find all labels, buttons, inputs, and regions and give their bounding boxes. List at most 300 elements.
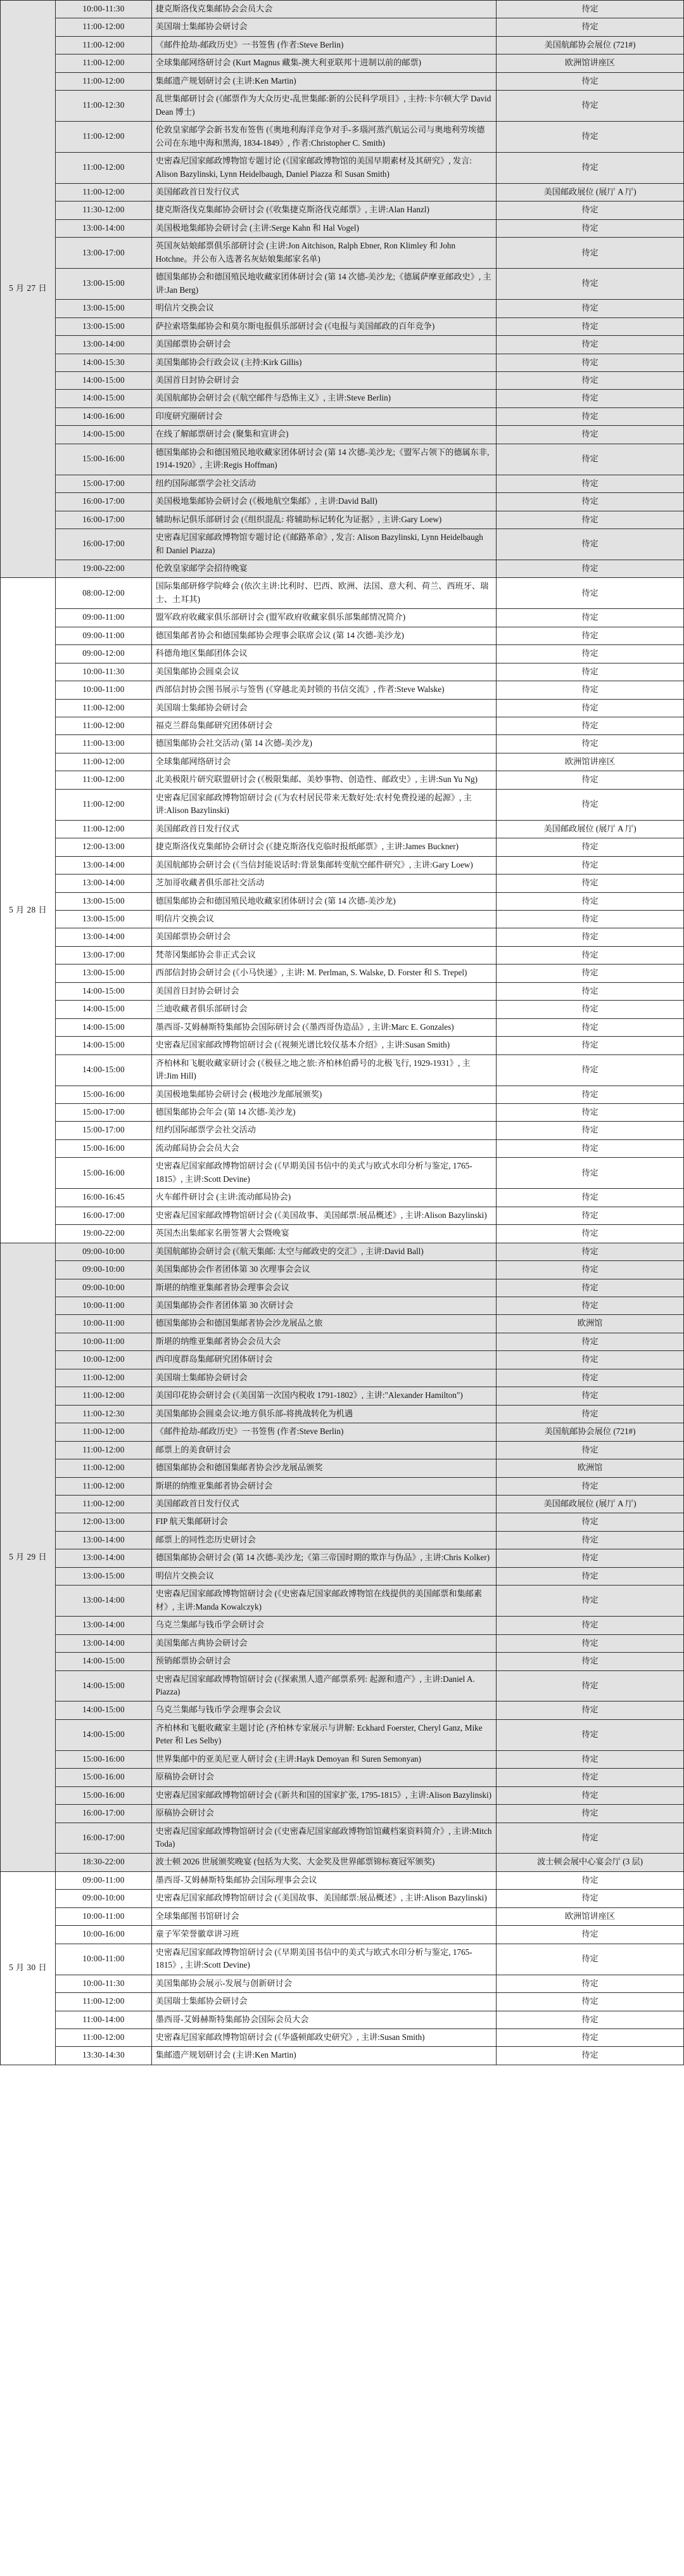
table-row <box>1 1086 684 1103</box>
table-row <box>1 1158 684 1189</box>
table-row <box>1 1907 684 1925</box>
event-time: 13:00-15:00 <box>56 269 151 300</box>
event-venue: 待定 <box>497 856 684 874</box>
event-venue: 待定 <box>497 1944 684 1975</box>
event-time: 14:00-15:00 <box>56 1719 151 1750</box>
event-venue: 待定 <box>497 529 684 560</box>
event-time: 13:00-17:00 <box>56 946 151 964</box>
event-venue: 待定 <box>497 18 684 36</box>
table-row <box>1 663 684 681</box>
table-row <box>1 1670 684 1701</box>
table-row <box>1 1 684 18</box>
event-venue: 待定 <box>497 317 684 335</box>
event-title: 在线了解邮票研讨会 (聚集和宣讲会) <box>151 426 497 444</box>
event-venue: 待定 <box>497 1122 684 1139</box>
event-title: 德国集邮协会和德国殖民地收藏家团体研讨会 (第 14 次德-美沙龙;《德属萨摩亚邮政史》, 主讲:Jan Berg) <box>151 269 497 300</box>
table-row <box>1 911 684 928</box>
event-venue: 待定 <box>497 1086 684 1103</box>
event-time: 10:00-11:00 <box>56 1907 151 1925</box>
event-venue: 待定 <box>497 1617 684 1634</box>
event-venue: 待定 <box>497 1104 684 1122</box>
event-time: 16:00-17:00 <box>56 1823 151 1854</box>
event-time: 11:00-12:00 <box>56 36 151 54</box>
event-time: 12:00-13:00 <box>56 838 151 856</box>
event-time: 14:00-15:00 <box>56 1653 151 1670</box>
event-venue: 待定 <box>497 1769 684 1786</box>
table-row <box>1 875 684 892</box>
event-time: 13:30-14:30 <box>56 2047 151 2065</box>
event-time: 11:00-14:00 <box>56 2011 151 2028</box>
table-row <box>1 1890 684 1907</box>
event-venue: 待定 <box>497 1567 684 1585</box>
day-label: 5 月 30 日 <box>1 1871 56 2065</box>
event-time: 15:00-16:00 <box>56 1158 151 1189</box>
event-venue: 待定 <box>497 1054 684 1086</box>
event-time: 09:00-11:00 <box>56 627 151 644</box>
table-row <box>1 856 684 874</box>
table-row <box>1 578 684 609</box>
event-venue: 待定 <box>497 202 684 219</box>
event-time: 14:00-15:00 <box>56 426 151 444</box>
event-title: 史密森尼国家邮政博物馆研讨会 (《为农村居民带来无数好处:农村免费投递的起源》, 主讲:Alison Bazylinski) <box>151 789 497 820</box>
event-venue: 待定 <box>497 1387 684 1405</box>
table-row <box>1 183 684 201</box>
event-time: 18:30-22:00 <box>56 1854 151 1871</box>
table-row <box>1 1018 684 1036</box>
event-title: 原稿协会研讨会 <box>151 1769 497 1786</box>
event-title: 《邮件抢劫-邮政历史》一书签售 (作者:Steve Berlin) <box>151 36 497 54</box>
event-title: 史密森尼国家邮政博物馆研讨会 (《早期美国书信中的美式与欧式水印分析与鉴定, 1765-1815》, 主讲:Scott Devine) <box>151 1158 497 1189</box>
event-venue: 欧洲馆讲座区 <box>497 1907 684 1925</box>
event-venue: 待定 <box>497 1805 684 1823</box>
table-row <box>1 2047 684 2065</box>
event-venue: 待定 <box>497 444 684 475</box>
table-row <box>1 2011 684 2028</box>
schedule-table-body <box>1 1 684 2065</box>
event-title: 美国瑞士集邮协会研讨会 <box>151 1369 497 1387</box>
event-title: 美国航邮协会研讨会 (《航天集邮: 太空与邮政史的交汇》, 主讲:David Ball) <box>151 1243 497 1260</box>
table-row <box>1 219 684 237</box>
table-row <box>1 1333 684 1350</box>
table-row <box>1 627 684 644</box>
event-time: 13:00-14:00 <box>56 856 151 874</box>
event-time: 10:00-11:00 <box>56 681 151 699</box>
event-title: 捷克斯洛伐克集邮协会研讨会 (《捷克斯洛伐克临时报纸邮票》, 主讲:James Buckner) <box>151 838 497 856</box>
event-time: 09:00-11:00 <box>56 1871 151 1889</box>
event-title: 童子军荣誉徽章讲习班 <box>151 1926 497 1944</box>
event-title: 世界集邮中的亚美尼亚人研讨会 (主讲:Hayk Demoyan 和 Suren Semonyan) <box>151 1750 497 1768</box>
event-venue: 待定 <box>497 511 684 529</box>
table-row <box>1 1549 684 1567</box>
table-row <box>1 18 684 36</box>
event-time: 11:00-12:00 <box>56 820 151 838</box>
event-venue: 待定 <box>497 1297 684 1314</box>
event-time: 11:00-12:00 <box>56 699 151 717</box>
event-title: 明信片交换会议 <box>151 911 497 928</box>
event-venue: 待定 <box>497 892 684 910</box>
event-venue: 待定 <box>497 735 684 753</box>
table-row <box>1 1054 684 1086</box>
event-title: 盟军政府收藏家俱乐部研讨会 (盟军政府收藏家俱乐部集邮情况简介) <box>151 609 497 627</box>
event-title: 捷克斯洛伐克集邮协会会员大会 <box>151 1 497 18</box>
event-venue: 待定 <box>497 1441 684 1459</box>
table-row <box>1 789 684 820</box>
event-title: 全球集邮图书馆研讨会 <box>151 1907 497 1925</box>
event-venue: 波士顿会展中心宴会厅 (3 层) <box>497 1854 684 1871</box>
table-row <box>1 892 684 910</box>
table-row <box>1 1279 684 1297</box>
event-venue: 待定 <box>497 1261 684 1279</box>
event-venue: 待定 <box>497 1513 684 1531</box>
event-time: 10:00-11:30 <box>56 1 151 18</box>
event-venue: 欧洲馆讲座区 <box>497 54 684 72</box>
event-time: 19:00-22:00 <box>56 560 151 577</box>
table-row <box>1 1459 684 1477</box>
event-time: 16:00-17:00 <box>56 493 151 511</box>
table-row <box>1 982 684 1000</box>
event-venue: 待定 <box>497 717 684 735</box>
event-time: 13:00-14:00 <box>56 928 151 946</box>
event-venue: 待定 <box>497 1975 684 1992</box>
event-venue: 待定 <box>497 1701 684 1719</box>
event-title: 原稿协会研讨会 <box>151 1805 497 1823</box>
table-row <box>1 1387 684 1405</box>
event-venue: 待定 <box>497 838 684 856</box>
event-time: 11:00-12:00 <box>56 72 151 90</box>
event-title: 史密森尼国家邮政博物馆研讨会 (《新共和国的国家扩张, 1795-1815》, 主讲:Alison Bazylinski) <box>151 1786 497 1804</box>
event-time: 13:00-14:00 <box>56 1586 151 1617</box>
event-time: 10:00-11:00 <box>56 1944 151 1975</box>
event-time: 14:00-15:00 <box>56 390 151 407</box>
event-venue: 待定 <box>497 354 684 371</box>
table-row <box>1 269 684 300</box>
event-time: 15:00-17:00 <box>56 1104 151 1122</box>
table-row <box>1 645 684 663</box>
event-title: 伦敦皇家邮学会招待晚宴 <box>151 560 497 577</box>
event-title: 兰迪收藏者俱乐部研讨会 <box>151 1001 497 1018</box>
event-title: 乱世集邮研讨会 (《邮票作为大众历史-乱世集邮:新的公民科学项目》, 主持:卡尔顿大学 David Dean 博士) <box>151 91 497 122</box>
event-title: 流动邮局协会会员大会 <box>151 1139 497 1157</box>
event-venue: 待定 <box>497 1926 684 1944</box>
event-time: 13:00-15:00 <box>56 300 151 317</box>
event-time: 13:00-14:00 <box>56 1634 151 1652</box>
table-row <box>1 1634 684 1652</box>
event-venue: 待定 <box>497 371 684 389</box>
table-row <box>1 1315 684 1333</box>
table-row <box>1 1297 684 1314</box>
table-row <box>1 838 684 856</box>
table-row <box>1 529 684 560</box>
event-title: 美国邮票协会研讨会 <box>151 336 497 354</box>
event-time: 10:00-11:00 <box>56 1315 151 1333</box>
event-venue: 待定 <box>497 1139 684 1157</box>
event-venue: 待定 <box>497 300 684 317</box>
event-time: 15:00-17:00 <box>56 475 151 492</box>
event-time: 16:00-17:00 <box>56 1207 151 1224</box>
event-title: 印度研究圈研讨会 <box>151 407 497 425</box>
table-row <box>1 238 684 269</box>
table-row <box>1 1001 684 1018</box>
event-time: 11:00-12:00 <box>56 789 151 820</box>
table-row <box>1 946 684 964</box>
event-title: 美国邮政首日发行仪式 <box>151 1495 497 1513</box>
event-title: 美国瑞士集邮协会研讨会 <box>151 18 497 36</box>
event-title: 美国集邮协会展示-发展与创新研讨会 <box>151 1975 497 1992</box>
event-venue: 待定 <box>497 609 684 627</box>
event-time: 16:00-16:45 <box>56 1189 151 1207</box>
event-title: 美国航邮协会研讨会 (《航空邮件与恐怖主义》, 主讲:Steve Berlin) <box>151 390 497 407</box>
event-time: 16:00-17:00 <box>56 529 151 560</box>
event-time: 16:00-17:00 <box>56 1805 151 1823</box>
event-time: 13:00-14:00 <box>56 1531 151 1549</box>
event-time: 08:00-12:00 <box>56 578 151 609</box>
table-row <box>1 1975 684 1992</box>
event-venue: 美国航邮协会展位 (721#) <box>497 36 684 54</box>
event-venue: 待定 <box>497 475 684 492</box>
table-row <box>1 1993 684 2011</box>
event-title: 福克兰群岛集邮研究团体研讨会 <box>151 717 497 735</box>
event-time: 11:30-12:00 <box>56 202 151 219</box>
event-time: 14:00-15:00 <box>56 1054 151 1086</box>
event-venue: 待定 <box>497 407 684 425</box>
event-time: 13:00-14:00 <box>56 336 151 354</box>
event-title: 美国集邮古典协会研讨会 <box>151 1634 497 1652</box>
day-label: 5 月 29 日 <box>1 1243 56 1871</box>
event-title: 美国集邮协会圆桌会议 <box>151 663 497 681</box>
event-time: 11:00-12:00 <box>56 771 151 789</box>
event-title: 美国首日封协会研讨会 <box>151 371 497 389</box>
event-title: 国际集邮研修学院峰会 (依次主讲:比利时、巴西、欧洲、法国、意大利、荷兰、西班牙、瑞士、土耳其) <box>151 578 497 609</box>
event-time: 11:00-12:00 <box>56 153 151 184</box>
event-title: 斯堪的纳维亚集邮者协会研讨会 <box>151 1477 497 1495</box>
event-time: 14:00-15:00 <box>56 1018 151 1036</box>
event-title: 德国集邮协会社交活动 (第 14 次德-美沙龙) <box>151 735 497 753</box>
event-time: 16:00-17:00 <box>56 511 151 529</box>
event-title: 齐柏林和飞艇收藏家研讨会 (《极昼之地之旅:齐柏林伯爵号的北极飞行, 1929-1931》, 主讲:Jim Hill) <box>151 1054 497 1086</box>
table-row <box>1 2029 684 2047</box>
table-row <box>1 717 684 735</box>
event-time: 14:00-15:00 <box>56 1037 151 1054</box>
event-venue: 待定 <box>497 2011 684 2028</box>
table-row <box>1 1944 684 1975</box>
event-title: 美国集邮协会作者团体第 30 次理事会会议 <box>151 1261 497 1279</box>
event-title: 美国瑞士集邮协会研讨会 <box>151 1993 497 2011</box>
table-row <box>1 1823 684 1854</box>
event-title: 史密森尼国家邮政博物馆专题讨论 (《国家邮政博物馆的美国早期素材及其研究》, 发言: Alison Bazylinski, Lynn Heidelbaugh, Daniel Piazza 和 Susan Smith) <box>151 153 497 184</box>
event-title: 德国集邮协会和德国殖民地收藏家团体研讨会 (第 14 次德-美沙龙;《盟军占领下的德属东非, 1914-1920》, 主讲:Regis Hoffman) <box>151 444 497 475</box>
event-title: 史密森尼国家邮政博物馆研讨会 (《早期美国书信中的美式与欧式水印分析与鉴定, 1765-1815》, 主讲:Scott Devine) <box>151 1944 497 1975</box>
event-venue: 美国航邮协会展位 (721#) <box>497 1423 684 1441</box>
event-title: 西印度群岛集邮研究团体研讨会 <box>151 1351 497 1369</box>
event-title: 德国集邮协会年会 (第 14 次德-美沙龙) <box>151 1104 497 1122</box>
event-time: 11:00-12:00 <box>56 753 151 771</box>
event-venue: 待定 <box>497 1634 684 1652</box>
event-title: 美国极地集邮协会研讨会 (主讲:Serge Kahn 和 Hal Vogel) <box>151 219 497 237</box>
event-title: 北美极限片研究联盟研讨会 (《极限集邮、美妙事物、创造性、邮政史》, 主讲:Sun Yu Ng) <box>151 771 497 789</box>
event-time: 11:00-12:00 <box>56 54 151 72</box>
table-row <box>1 1207 684 1224</box>
event-venue: 待定 <box>497 1586 684 1617</box>
event-time: 13:00-14:00 <box>56 219 151 237</box>
event-venue: 待定 <box>497 1225 684 1243</box>
event-venue: 待定 <box>497 1189 684 1207</box>
event-title: 《邮件抢劫-邮政历史》一书签售 (作者:Steve Berlin) <box>151 1423 497 1441</box>
table-row <box>1 54 684 72</box>
event-time: 09:00-12:00 <box>56 645 151 663</box>
event-title: 史密森尼国家邮政博物馆研讨会 (《探索黑人遗产邮票系列: 起源和遗产》, 主讲:Daniel A. Piazza) <box>151 1670 497 1701</box>
event-title: 捷克斯洛伐克集邮协会研讨会 (《收集捷克斯洛伐克邮票》, 主讲:Alan Hanzl) <box>151 202 497 219</box>
table-row <box>1 153 684 184</box>
table-row <box>1 1531 684 1549</box>
table-row <box>1 1567 684 1585</box>
event-time: 13:00-17:00 <box>56 238 151 269</box>
table-row <box>1 753 684 771</box>
event-time: 11:00-13:00 <box>56 735 151 753</box>
table-row <box>1 1750 684 1768</box>
event-time: 14:00-16:00 <box>56 407 151 425</box>
table-row <box>1 1513 684 1531</box>
event-venue: 待定 <box>497 1158 684 1189</box>
table-row <box>1 681 684 699</box>
table-row <box>1 202 684 219</box>
event-venue: 待定 <box>497 72 684 90</box>
event-title: 火车邮件研讨会 (主讲:流动邮局协会) <box>151 1189 497 1207</box>
event-title: 美国邮政首日发行仪式 <box>151 820 497 838</box>
event-time: 10:00-11:30 <box>56 1975 151 1992</box>
table-row <box>1 560 684 577</box>
event-title: 预销邮票协会研讨会 <box>151 1653 497 1670</box>
table-row <box>1 1423 684 1441</box>
event-venue: 待定 <box>497 426 684 444</box>
event-time: 15:00-17:00 <box>56 1122 151 1139</box>
event-title: 斯堪的纳维亚集邮者协会理事会会议 <box>151 1279 497 1297</box>
event-time: 11:00-12:00 <box>56 1477 151 1495</box>
table-row <box>1 609 684 627</box>
event-time: 11:00-12:00 <box>56 18 151 36</box>
event-venue: 待定 <box>497 982 684 1000</box>
event-venue: 待定 <box>497 1890 684 1907</box>
event-time: 14:00-15:00 <box>56 1701 151 1719</box>
event-title: 美国集邮协会作者团体第 30 次研讨会 <box>151 1297 497 1314</box>
event-time: 11:00-12:00 <box>56 2029 151 2047</box>
table-row <box>1 122 684 153</box>
event-time: 10:00-11:00 <box>56 1297 151 1314</box>
event-title: 西部信封协会图书展示与签售 (《穿越北美封锁的书信交流》, 作者:Steve Walske) <box>151 681 497 699</box>
event-venue: 待定 <box>497 627 684 644</box>
event-title: 全球集邮网络研讨会 (Kurt Magnus 藏集-澳大利亚联邦十进制以前的邮票) <box>151 54 497 72</box>
table-row <box>1 820 684 838</box>
event-time: 19:00-22:00 <box>56 1225 151 1243</box>
table-row <box>1 371 684 389</box>
event-time: 09:00-10:00 <box>56 1890 151 1907</box>
event-venue: 待定 <box>497 336 684 354</box>
table-row <box>1 91 684 122</box>
event-title: 英国杰出集邮家名册签署大会暨晚宴 <box>151 1225 497 1243</box>
event-time: 10:00-11:30 <box>56 663 151 681</box>
event-venue: 待定 <box>497 645 684 663</box>
table-row <box>1 407 684 425</box>
event-title: 史密森尼国家邮政博物馆专题讨论 (《邮路革命》, 发言: Alison Bazylinski, Lynn Heidelbaugh 和 Daniel Piazza) <box>151 529 497 560</box>
event-time: 15:00-16:00 <box>56 1786 151 1804</box>
table-row <box>1 336 684 354</box>
event-title: 邮票上的美食研讨会 <box>151 1441 497 1459</box>
event-time: 11:00-12:00 <box>56 1495 151 1513</box>
event-venue: 待定 <box>497 1369 684 1387</box>
table-row <box>1 1805 684 1823</box>
event-title: 美国航邮协会研讨会 (《当信封能说话时:背景集邮转变航空邮件研究》, 主讲:Gary Loew) <box>151 856 497 874</box>
event-title: 齐柏林和飞艇收藏家主题讨论 (齐柏林专家展示与讲解: Eckhard Foerster, Cheryl Ganz, Mike Peter 和 Les Selby) <box>151 1719 497 1750</box>
event-title: 美国瑞士集邮协会研讨会 <box>151 699 497 717</box>
event-venue: 美国邮政展位 (展厅 A 厅) <box>497 820 684 838</box>
event-title: 史密森尼国家邮政博物馆研讨会 (《美国故事、美国邮票:展品概述》, 主讲:Alison Bazylinski) <box>151 1890 497 1907</box>
event-time: 13:00-14:00 <box>56 875 151 892</box>
table-row <box>1 1854 684 1871</box>
table-row <box>1 928 684 946</box>
event-time: 09:00-10:00 <box>56 1243 151 1260</box>
event-venue: 待定 <box>497 1018 684 1036</box>
event-venue: 待定 <box>497 1670 684 1701</box>
event-venue: 待定 <box>497 1786 684 1804</box>
event-venue: 待定 <box>497 1531 684 1549</box>
event-time: 11:00-12:00 <box>56 183 151 201</box>
table-row <box>1 511 684 529</box>
event-title: FIP 航天集邮研讨会 <box>151 1513 497 1531</box>
event-time: 13:00-15:00 <box>56 1567 151 1585</box>
event-title: 美国邮票协会研讨会 <box>151 928 497 946</box>
event-time: 14:00-15:30 <box>56 354 151 371</box>
event-title: 墨西哥-艾姆赫斯特集邮协会国际理事会会议 <box>151 1871 497 1889</box>
event-venue: 欧洲馆 <box>497 1315 684 1333</box>
event-title: 乌克兰集邮与钱币学会研讨会 <box>151 1617 497 1634</box>
event-venue: 待定 <box>497 153 684 184</box>
event-time: 15:00-16:00 <box>56 444 151 475</box>
event-venue: 待定 <box>497 1279 684 1297</box>
table-row <box>1 771 684 789</box>
table-row <box>1 1243 684 1260</box>
event-title: 西部信封协会研讨会 (《小马快递》, 主讲: M. Perlman, S. Walske, D. Forster 和 S. Trepel) <box>151 964 497 982</box>
event-time: 13:00-14:00 <box>56 1617 151 1634</box>
event-venue: 欧洲馆 <box>497 1459 684 1477</box>
event-venue: 待定 <box>497 2029 684 2047</box>
day-label: 5 月 28 日 <box>1 578 56 1243</box>
event-venue: 待定 <box>497 219 684 237</box>
event-title: 波士顿 2026 世展颁奖晚宴 (包括为大奖、大金奖及世界邮票锦标赛冠军颁奖) <box>151 1854 497 1871</box>
event-time: 09:00-11:00 <box>56 609 151 627</box>
event-title: 美国极地集邮协会研讨会 (《极地航空集邮》, 主讲:David Ball) <box>151 493 497 511</box>
event-time: 13:00-15:00 <box>56 892 151 910</box>
table-row <box>1 1617 684 1634</box>
table-row <box>1 317 684 335</box>
event-time: 14:00-15:00 <box>56 1001 151 1018</box>
event-time: 11:00-12:30 <box>56 91 151 122</box>
event-title: 芝加哥收藏者俱乐部社交活动 <box>151 875 497 892</box>
event-time: 11:00-12:30 <box>56 1405 151 1423</box>
event-venue: 待定 <box>497 1243 684 1260</box>
event-title: 全球集邮网络研讨会 <box>151 753 497 771</box>
event-time: 11:00-12:00 <box>56 1387 151 1405</box>
event-venue: 待定 <box>497 911 684 928</box>
event-venue: 待定 <box>497 1750 684 1768</box>
event-venue: 美国邮政展位 (展厅 A 厅) <box>497 183 684 201</box>
event-title: 纽约国际邮票学会社交活动 <box>151 475 497 492</box>
event-venue: 待定 <box>497 1351 684 1369</box>
event-venue: 待定 <box>497 390 684 407</box>
event-title: 德国集邮协会和德国集邮者协会沙龙展品之旅 <box>151 1315 497 1333</box>
event-venue: 待定 <box>497 1871 684 1889</box>
event-venue: 待定 <box>497 1001 684 1018</box>
event-venue: 待定 <box>497 122 684 153</box>
event-title: 德国集邮协会和德国集邮者协会沙龙展品颁奖 <box>151 1459 497 1477</box>
